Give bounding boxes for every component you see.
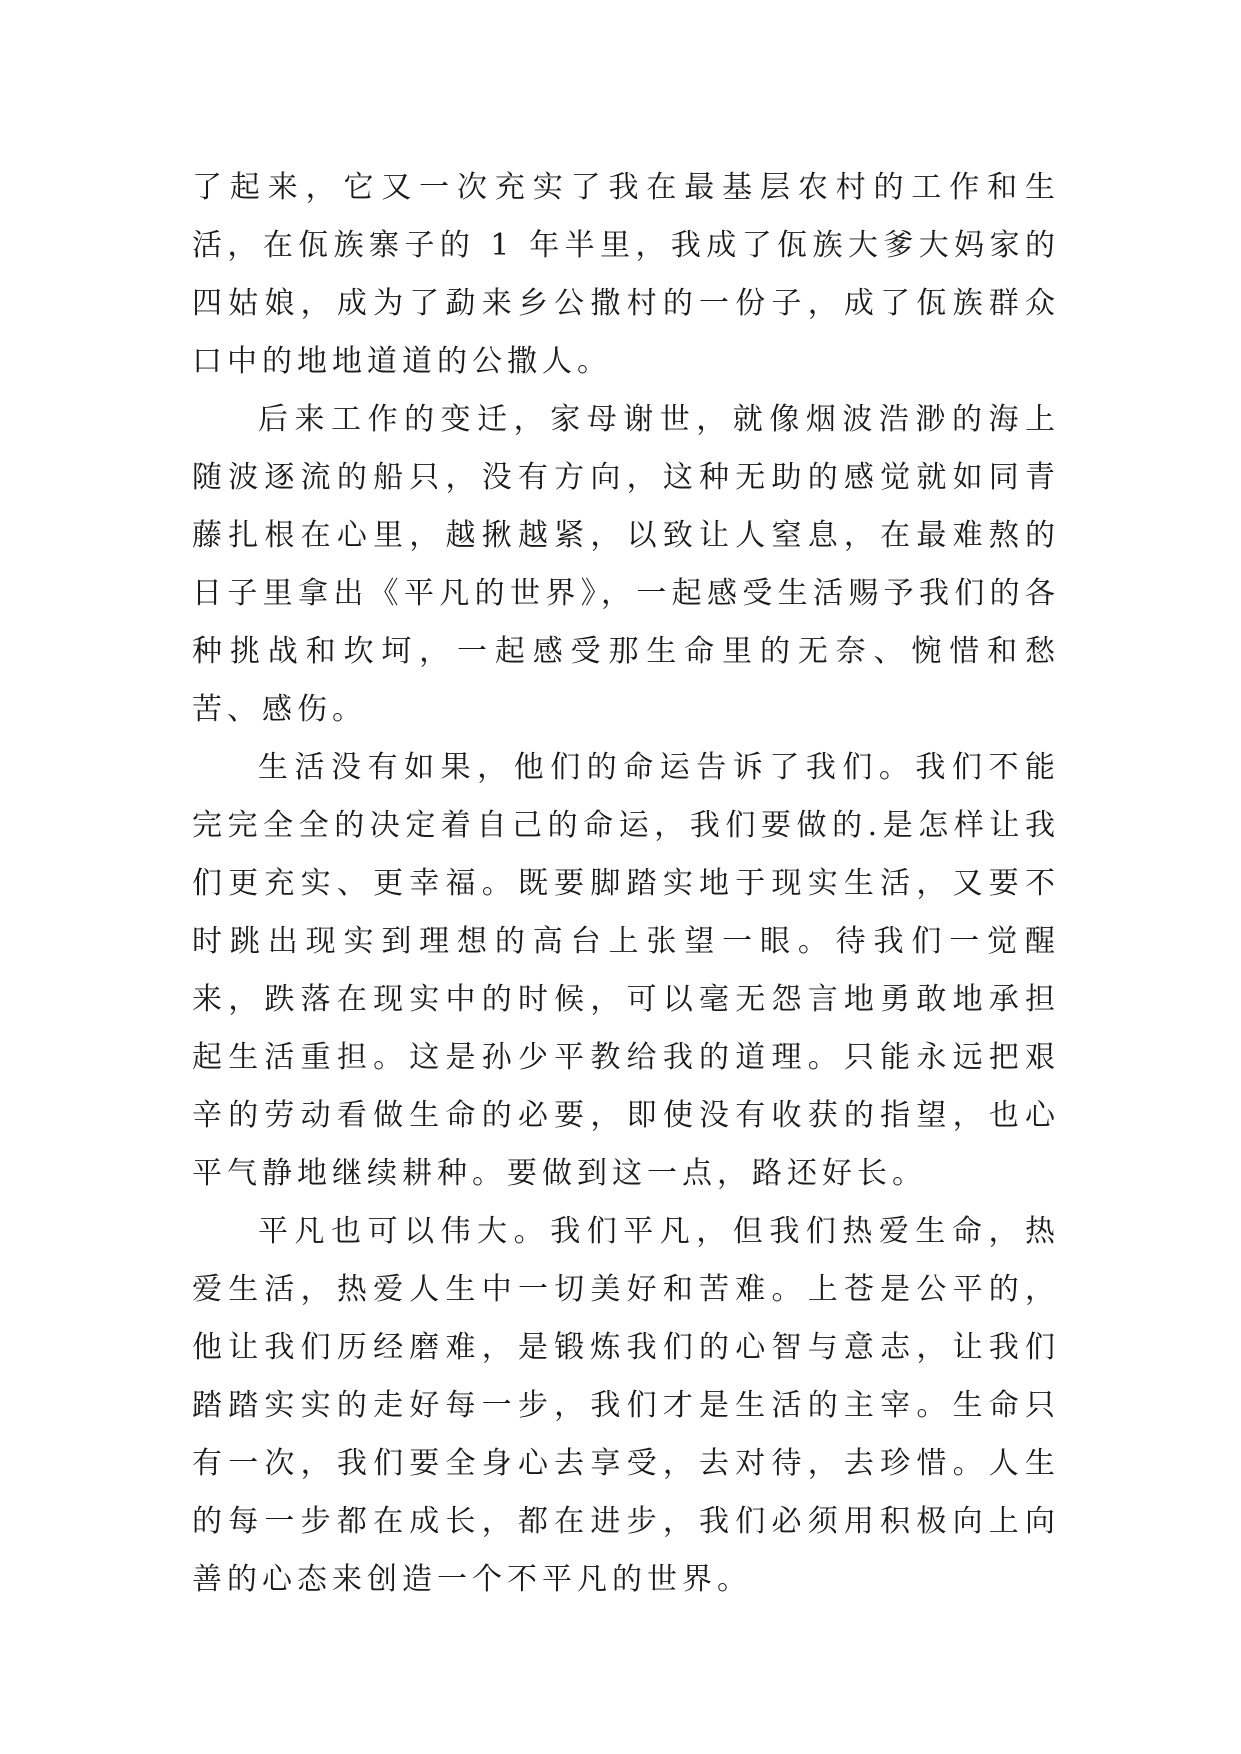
paragraph-4: 平凡也可以伟大。我们平凡，但我们热爱生命，热爱生活，热爱人生中一切美好和苦难。上苍是公平的，他让我们历经磨难，是锻炼我们的心智与意志，让我们踏踏实实的走好每一步，我们才是生活的主宰。生命只有一次，我们要全身心去享受，去对待，去珍惜。人生的每一步都在成长，都在进步，我们必须用积极向上向善的心态来创造一个不平凡的世界。 <box>192 1214 1060 1597</box>
paragraph-3: 生活没有如果，他们的命运告诉了我们。我们不能完完全全的决定着自己的命运，我们要做的.是怎样让我们更充实、更幸福。既要脚踏实地于现实生活，又要不时跳出现实到理想的高台上张望一眼。待我们一觉醒来，跌落在现实中的时候，可以毫无怨言地勇敢地承担起生活重担。这是孙少平教给我的道理。只能永远把艰辛的劳动看做生命的必要，即使没有收获的指望，也心平气静地继续耕种。要做到这一点，路还好长。 <box>192 750 1060 1191</box>
document-body <box>192 159 1060 1609</box>
paragraph-1: 了起来，它又一次充实了我在最基层农村的工作和生活，在佤族寨子的 1 年半里，我成了佤族大爹大妈家的四姑娘，成为了勐来乡公撒村的一份子，成了佤族群众口中的地地道道的公撒人。 <box>192 170 1060 379</box>
paragraph-2: 后来工作的变迁，家母谢世，就像烟波浩渺的海上随波逐流的船只，没有方向，这种无助的感觉就如同青藤扎根在心里，越揪越紧，以致让人窒息，在最难熬的日子里拿出《平凡的世界》，一起感受生活赐予我们的各种挑战和坎坷，一起感受那生命里的无奈、惋惜和愁苦、感伤。 <box>192 402 1060 727</box>
